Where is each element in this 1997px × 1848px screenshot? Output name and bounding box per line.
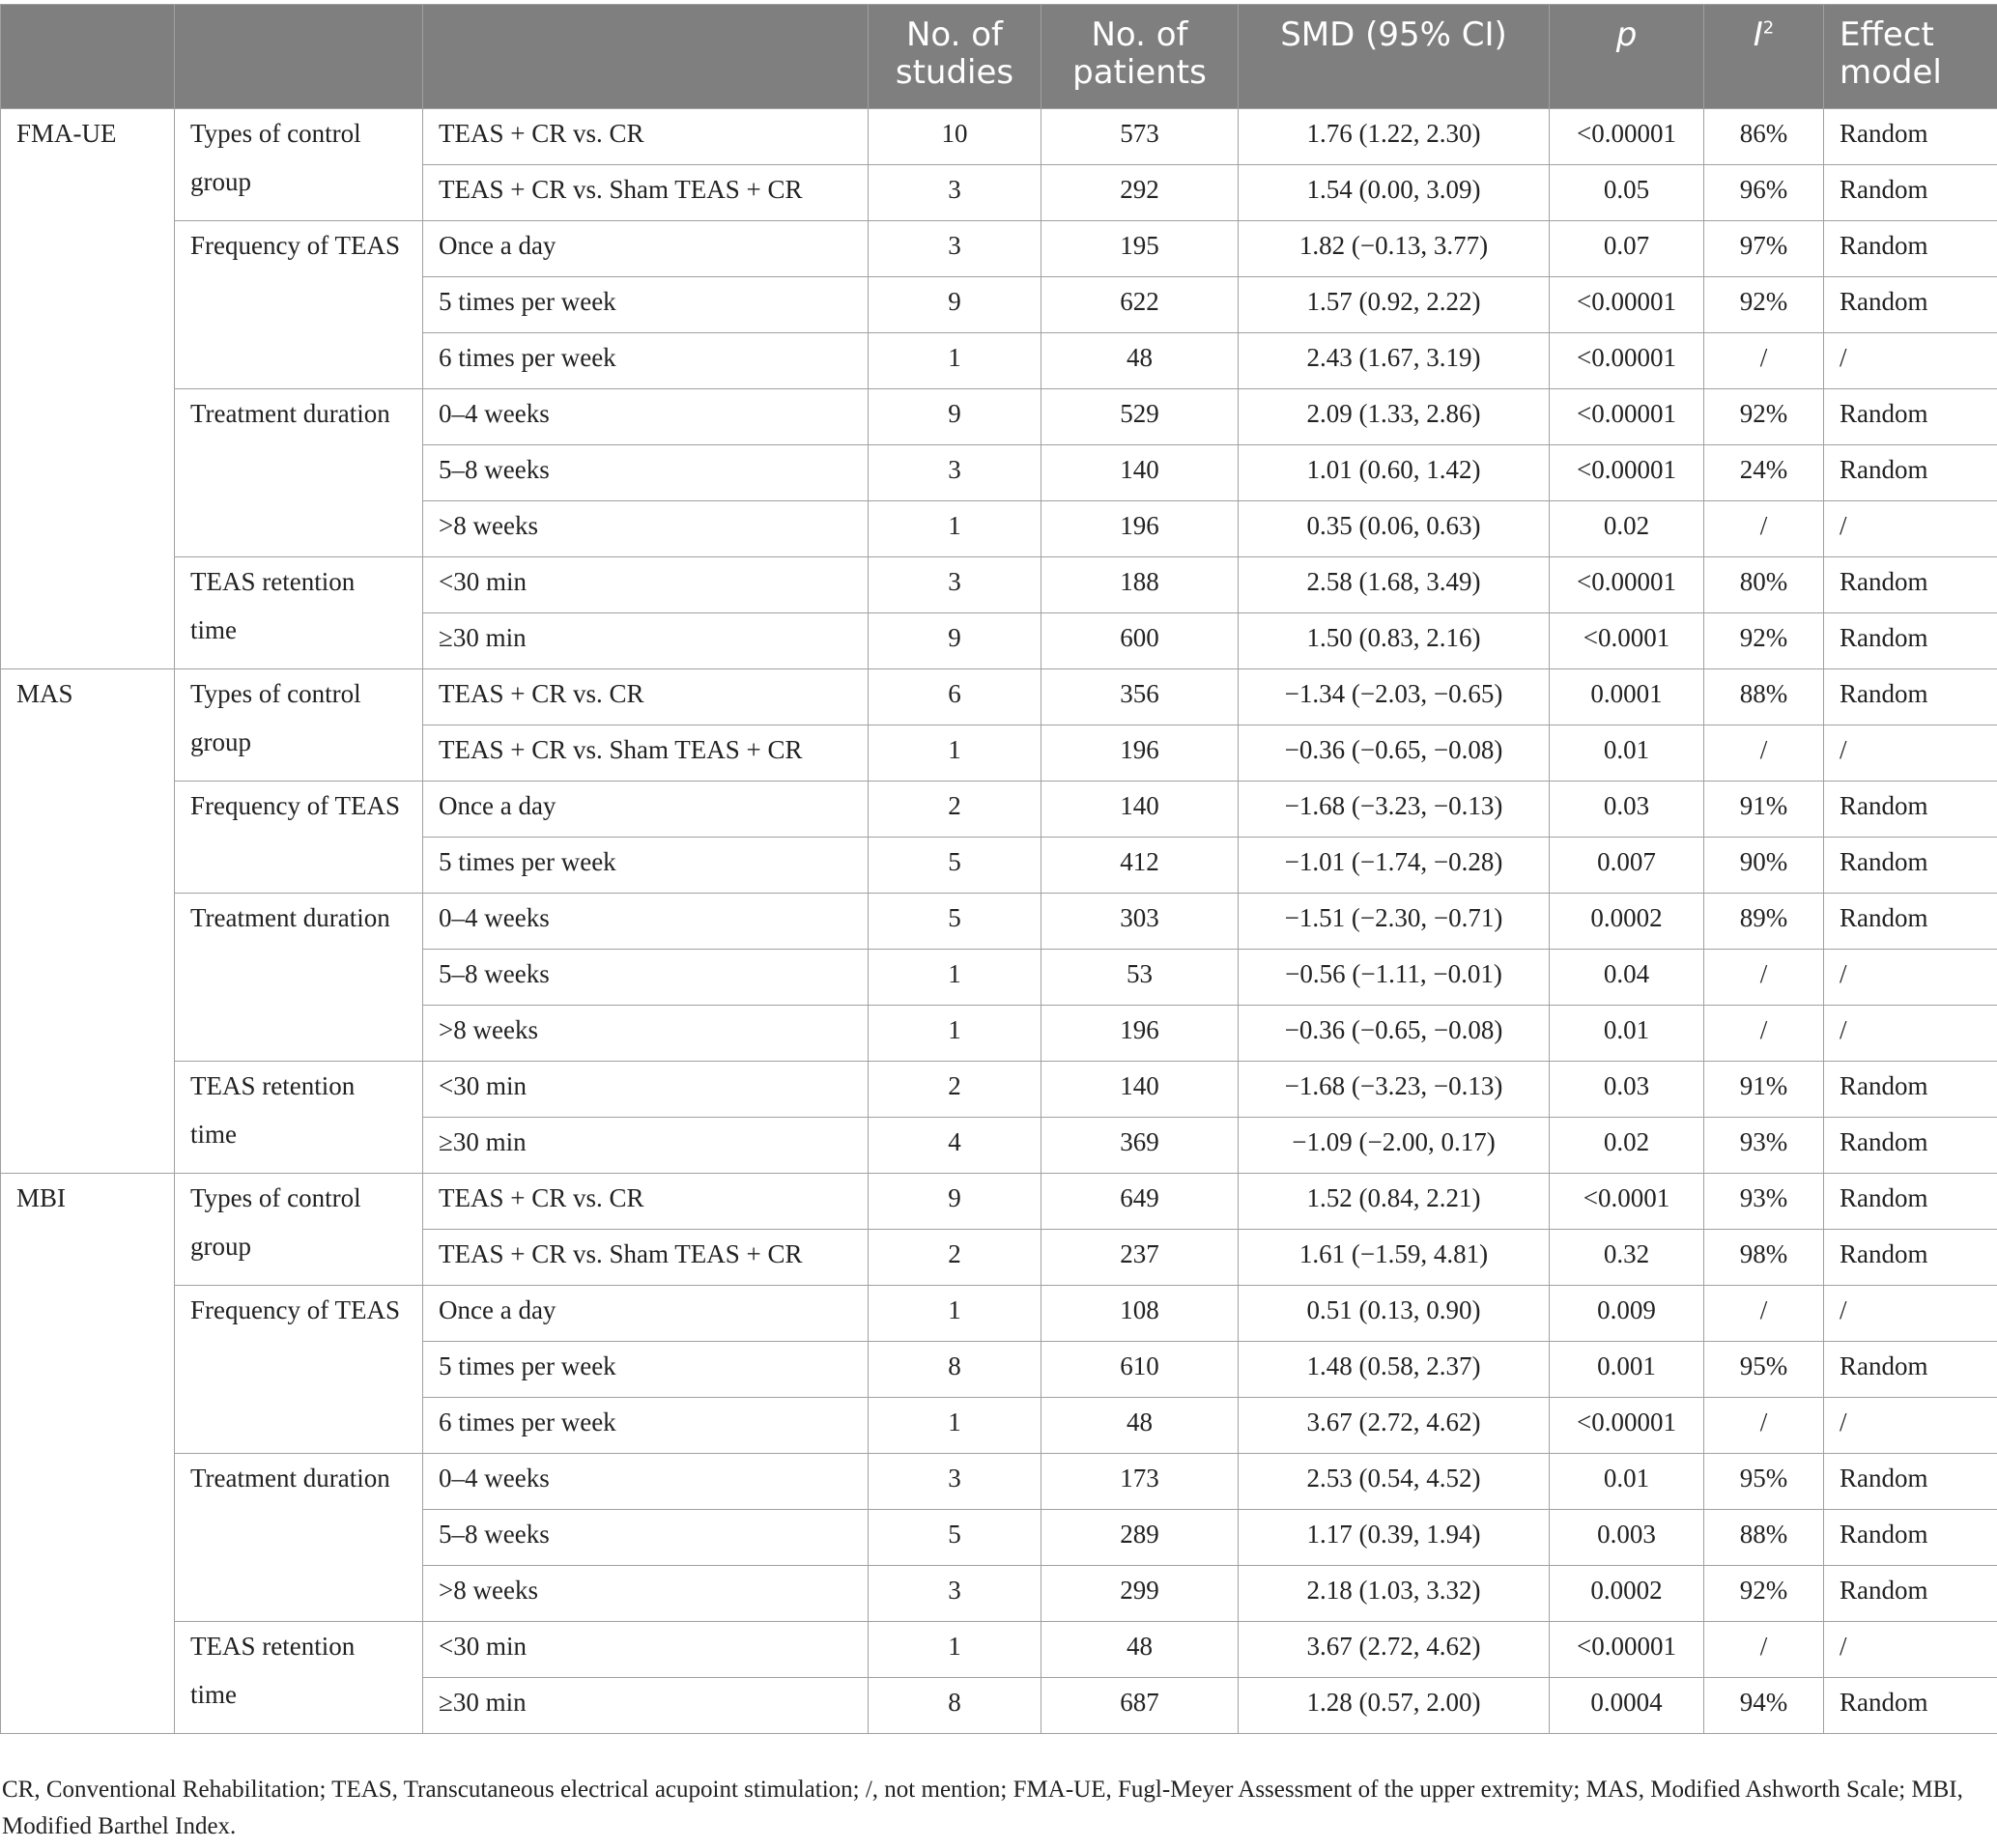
cell-effect-model: Random <box>1824 1510 1997 1566</box>
cell-effect-model: Random <box>1824 613 1997 669</box>
cell-patients: 412 <box>1041 838 1239 894</box>
cell-patients: 196 <box>1041 725 1239 782</box>
cell-i2: 95% <box>1704 1342 1824 1398</box>
cell-category: TEAS + CR vs. Sham TEAS + CR <box>423 165 869 221</box>
cell-p-value: 0.01 <box>1550 725 1704 782</box>
header-p-label: p <box>1615 15 1638 54</box>
cell-studies: 1 <box>869 1286 1041 1342</box>
cell-studies: 9 <box>869 277 1041 333</box>
cell-p-value: 0.01 <box>1550 1454 1704 1510</box>
cell-studies: 5 <box>869 1510 1041 1566</box>
cell-i2: / <box>1704 1286 1824 1342</box>
cell-i2: / <box>1704 1006 1824 1062</box>
cell-patients: 53 <box>1041 950 1239 1006</box>
cell-i2: 88% <box>1704 1510 1824 1566</box>
cell-studies: 3 <box>869 445 1041 501</box>
cell-i2: 92% <box>1704 613 1824 669</box>
cell-effect-model: Random <box>1824 1454 1997 1510</box>
cell-effect-model: Random <box>1824 1062 1997 1118</box>
cell-category: Once a day <box>423 221 869 277</box>
cell-smd: −0.56 (−1.11, −0.01) <box>1239 950 1550 1006</box>
outcome-label: MAS <box>1 669 175 1174</box>
table-body <box>1 109 1997 1734</box>
cell-studies: 9 <box>869 1174 1041 1230</box>
cell-category: ≥30 min <box>423 1678 869 1734</box>
cell-patients: 289 <box>1041 1510 1239 1566</box>
table-row <box>1 109 1997 165</box>
cell-i2: 92% <box>1704 277 1824 333</box>
cell-effect-model: / <box>1824 1286 1997 1342</box>
cell-i2: 97% <box>1704 221 1824 277</box>
table-row <box>1 221 1997 277</box>
cell-studies: 5 <box>869 838 1041 894</box>
cell-i2: 94% <box>1704 1678 1824 1734</box>
footnote: CR, Conventional Rehabilitation; TEAS, Transcutaneous electrical acupoint stimulation; /, not mention; FMA-UE, Fugl-Meyer Assessment of the upper extremity; MAS, Modified Ashworth Scale; MBI, Modified Barthel Index. <box>2 1777 1963 1839</box>
table-row <box>1 669 1997 725</box>
subgroup-label: Types of control group <box>175 1174 423 1286</box>
cell-p-value: <0.00001 <box>1550 389 1704 445</box>
cell-category: Once a day <box>423 1286 869 1342</box>
cell-patients: 48 <box>1041 333 1239 389</box>
cell-p-value: 0.0001 <box>1550 669 1704 725</box>
subgroup-label: Types of control group <box>175 669 423 782</box>
cell-effect-model: Random <box>1824 1678 1997 1734</box>
cell-studies: 3 <box>869 1566 1041 1622</box>
cell-smd: 1.50 (0.83, 2.16) <box>1239 613 1550 669</box>
subgroup-label: TEAS retention time <box>175 1062 423 1174</box>
cell-i2: 98% <box>1704 1230 1824 1286</box>
cell-category: TEAS + CR vs. Sham TEAS + CR <box>423 725 869 782</box>
cell-p-value: 0.009 <box>1550 1286 1704 1342</box>
cell-category: TEAS + CR vs. Sham TEAS + CR <box>423 1230 869 1286</box>
cell-patients: 292 <box>1041 165 1239 221</box>
cell-p-value: <0.00001 <box>1550 1622 1704 1678</box>
cell-effect-model: Random <box>1824 445 1997 501</box>
cell-patients: 48 <box>1041 1622 1239 1678</box>
cell-studies: 5 <box>869 894 1041 950</box>
cell-i2: / <box>1704 950 1824 1006</box>
cell-category: 0–4 weeks <box>423 894 869 950</box>
cell-category: <30 min <box>423 1062 869 1118</box>
subgroup-label: Treatment duration <box>175 894 423 1062</box>
cell-i2: / <box>1704 501 1824 557</box>
subgroup-label: TEAS retention time <box>175 1622 423 1734</box>
cell-i2: / <box>1704 333 1824 389</box>
cell-smd: 1.28 (0.57, 2.00) <box>1239 1678 1550 1734</box>
cell-effect-model: / <box>1824 950 1997 1006</box>
cell-smd: −1.09 (−2.00, 0.17) <box>1239 1118 1550 1174</box>
cell-studies: 3 <box>869 221 1041 277</box>
cell-studies: 2 <box>869 1230 1041 1286</box>
cell-i2: 95% <box>1704 1454 1824 1510</box>
cell-effect-model: Random <box>1824 1342 1997 1398</box>
cell-smd: 2.43 (1.67, 3.19) <box>1239 333 1550 389</box>
subgroup-label: Frequency of TEAS <box>175 1286 423 1454</box>
cell-i2: 88% <box>1704 669 1824 725</box>
cell-effect-model: Random <box>1824 669 1997 725</box>
cell-smd: 1.54 (0.00, 3.09) <box>1239 165 1550 221</box>
cell-effect-model: Random <box>1824 277 1997 333</box>
cell-category: 0–4 weeks <box>423 1454 869 1510</box>
cell-studies: 2 <box>869 1062 1041 1118</box>
cell-p-value: <0.00001 <box>1550 1398 1704 1454</box>
cell-category: ≥30 min <box>423 613 869 669</box>
header-i2-label: I <box>1753 15 1763 54</box>
cell-effect-model: / <box>1824 725 1997 782</box>
cell-i2: 91% <box>1704 1062 1824 1118</box>
cell-patients: 303 <box>1041 894 1239 950</box>
cell-patients: 140 <box>1041 782 1239 838</box>
cell-studies: 1 <box>869 333 1041 389</box>
cell-patients: 173 <box>1041 1454 1239 1510</box>
cell-p-value: 0.03 <box>1550 1062 1704 1118</box>
cell-smd: 1.76 (1.22, 2.30) <box>1239 109 1550 165</box>
cell-effect-model: / <box>1824 333 1997 389</box>
cell-studies: 4 <box>869 1118 1041 1174</box>
cell-smd: 1.01 (0.60, 1.42) <box>1239 445 1550 501</box>
cell-p-value: <0.00001 <box>1550 109 1704 165</box>
cell-smd: 1.61 (−1.59, 4.81) <box>1239 1230 1550 1286</box>
cell-patients: 188 <box>1041 557 1239 613</box>
subgroup-label: Frequency of TEAS <box>175 221 423 389</box>
cell-smd: 3.67 (2.72, 4.62) <box>1239 1622 1550 1678</box>
cell-category: TEAS + CR vs. CR <box>423 1174 869 1230</box>
cell-studies: 8 <box>869 1678 1041 1734</box>
cell-i2: 92% <box>1704 389 1824 445</box>
table-row <box>1 1286 1997 1342</box>
cell-smd: 2.09 (1.33, 2.86) <box>1239 389 1550 445</box>
cell-studies: 1 <box>869 950 1041 1006</box>
cell-effect-model: / <box>1824 1006 1997 1062</box>
cell-i2: 96% <box>1704 165 1824 221</box>
cell-effect-model: / <box>1824 1622 1997 1678</box>
table-header <box>1 5 1997 109</box>
cell-p-value: 0.0002 <box>1550 1566 1704 1622</box>
cell-smd: −1.34 (−2.03, −0.65) <box>1239 669 1550 725</box>
cell-patients: 649 <box>1041 1174 1239 1230</box>
header-smd: SMD (95% CI) <box>1239 5 1550 109</box>
cell-category: 0–4 weeks <box>423 389 869 445</box>
cell-patients: 299 <box>1041 1566 1239 1622</box>
table-row <box>1 389 1997 445</box>
cell-smd: −1.01 (−1.74, −0.28) <box>1239 838 1550 894</box>
cell-category: 5–8 weeks <box>423 950 869 1006</box>
cell-patients: 108 <box>1041 1286 1239 1342</box>
cell-patients: 622 <box>1041 277 1239 333</box>
cell-p-value: <0.0001 <box>1550 613 1704 669</box>
header-empty-outcome <box>1 5 175 109</box>
cell-patients: 529 <box>1041 389 1239 445</box>
subgroup-label: Types of control group <box>175 109 423 221</box>
cell-smd: 1.48 (0.58, 2.37) <box>1239 1342 1550 1398</box>
table-row <box>1 1454 1997 1510</box>
subgroup-label: Frequency of TEAS <box>175 782 423 894</box>
cell-category: TEAS + CR vs. CR <box>423 109 869 165</box>
cell-smd: 3.67 (2.72, 4.62) <box>1239 1398 1550 1454</box>
cell-i2: 24% <box>1704 445 1824 501</box>
cell-studies: 3 <box>869 1454 1041 1510</box>
subgroup-label: Treatment duration <box>175 389 423 557</box>
cell-studies: 3 <box>869 557 1041 613</box>
cell-category: 5–8 weeks <box>423 445 869 501</box>
cell-i2: 90% <box>1704 838 1824 894</box>
cell-smd: −1.68 (−3.23, −0.13) <box>1239 782 1550 838</box>
cell-i2: 93% <box>1704 1118 1824 1174</box>
cell-studies: 3 <box>869 165 1041 221</box>
cell-p-value: <0.00001 <box>1550 445 1704 501</box>
cell-studies: 1 <box>869 725 1041 782</box>
cell-patients: 369 <box>1041 1118 1239 1174</box>
header-patients: No. of patients <box>1041 5 1239 109</box>
cell-category: <30 min <box>423 557 869 613</box>
cell-patients: 195 <box>1041 221 1239 277</box>
cell-category: 5 times per week <box>423 1342 869 1398</box>
cell-p-value: <0.00001 <box>1550 333 1704 389</box>
cell-patients: 356 <box>1041 669 1239 725</box>
cell-studies: 1 <box>869 1006 1041 1062</box>
cell-i2: 93% <box>1704 1174 1824 1230</box>
cell-smd: −0.36 (−0.65, −0.08) <box>1239 725 1550 782</box>
cell-p-value: <0.00001 <box>1550 557 1704 613</box>
header-empty-subgroup <box>175 5 423 109</box>
cell-patients: 237 <box>1041 1230 1239 1286</box>
cell-studies: 10 <box>869 109 1041 165</box>
cell-category: 5–8 weeks <box>423 1510 869 1566</box>
cell-p-value: 0.02 <box>1550 1118 1704 1174</box>
cell-i2: / <box>1704 1622 1824 1678</box>
header-studies: No. of studies <box>869 5 1041 109</box>
cell-category: >8 weeks <box>423 501 869 557</box>
cell-p-value: <0.0001 <box>1550 1174 1704 1230</box>
table-row <box>1 1622 1997 1678</box>
cell-category: <30 min <box>423 1622 869 1678</box>
cell-smd: 1.57 (0.92, 2.22) <box>1239 277 1550 333</box>
cell-p-value: 0.01 <box>1550 1006 1704 1062</box>
results-table <box>0 4 1997 1734</box>
cell-effect-model: Random <box>1824 221 1997 277</box>
cell-p-value: 0.07 <box>1550 221 1704 277</box>
cell-studies: 1 <box>869 501 1041 557</box>
subgroup-label: Treatment duration <box>175 1454 423 1622</box>
cell-studies: 2 <box>869 782 1041 838</box>
cell-effect-model: Random <box>1824 557 1997 613</box>
cell-p-value: 0.003 <box>1550 1510 1704 1566</box>
cell-effect-model: Random <box>1824 109 1997 165</box>
cell-patients: 600 <box>1041 613 1239 669</box>
header-i2 <box>1704 5 1824 109</box>
cell-studies: 6 <box>869 669 1041 725</box>
header-i2-superscript: 2 <box>1762 17 1775 39</box>
cell-category: >8 weeks <box>423 1006 869 1062</box>
cell-patients: 196 <box>1041 1006 1239 1062</box>
cell-i2: / <box>1704 725 1824 782</box>
table-row <box>1 557 1997 613</box>
cell-i2: 89% <box>1704 894 1824 950</box>
cell-i2: 92% <box>1704 1566 1824 1622</box>
cell-patients: 140 <box>1041 445 1239 501</box>
cell-smd: 2.58 (1.68, 3.49) <box>1239 557 1550 613</box>
cell-i2: 86% <box>1704 109 1824 165</box>
cell-p-value: 0.05 <box>1550 165 1704 221</box>
header-effect-model: Effect model <box>1824 5 1997 109</box>
cell-effect-model: Random <box>1824 1174 1997 1230</box>
cell-patients: 196 <box>1041 501 1239 557</box>
cell-studies: 9 <box>869 389 1041 445</box>
cell-category: 5 times per week <box>423 277 869 333</box>
cell-p-value: 0.0002 <box>1550 894 1704 950</box>
cell-smd: −1.68 (−3.23, −0.13) <box>1239 1062 1550 1118</box>
cell-effect-model: Random <box>1824 838 1997 894</box>
cell-effect-model: / <box>1824 501 1997 557</box>
cell-category: >8 weeks <box>423 1566 869 1622</box>
cell-effect-model: Random <box>1824 1566 1997 1622</box>
cell-effect-model: Random <box>1824 782 1997 838</box>
cell-studies: 1 <box>869 1622 1041 1678</box>
cell-i2: 91% <box>1704 782 1824 838</box>
cell-p-value: <0.00001 <box>1550 277 1704 333</box>
table-row <box>1 1062 1997 1118</box>
cell-studies: 1 <box>869 1398 1041 1454</box>
header-empty-category <box>423 5 869 109</box>
cell-p-value: 0.32 <box>1550 1230 1704 1286</box>
cell-category: 5 times per week <box>423 838 869 894</box>
cell-studies: 8 <box>869 1342 1041 1398</box>
cell-category: 6 times per week <box>423 333 869 389</box>
subgroup-label: TEAS retention time <box>175 557 423 669</box>
cell-p-value: 0.03 <box>1550 782 1704 838</box>
cell-studies: 9 <box>869 613 1041 669</box>
cell-smd: 1.82 (−0.13, 3.77) <box>1239 221 1550 277</box>
cell-category: 6 times per week <box>423 1398 869 1454</box>
cell-p-value: 0.001 <box>1550 1342 1704 1398</box>
cell-p-value: 0.007 <box>1550 838 1704 894</box>
outcome-label: MBI <box>1 1174 175 1734</box>
cell-effect-model: Random <box>1824 389 1997 445</box>
cell-patients: 140 <box>1041 1062 1239 1118</box>
cell-patients: 610 <box>1041 1342 1239 1398</box>
cell-effect-model: Random <box>1824 1118 1997 1174</box>
cell-effect-model: Random <box>1824 165 1997 221</box>
cell-smd: 1.52 (0.84, 2.21) <box>1239 1174 1550 1230</box>
cell-effect-model: Random <box>1824 1230 1997 1286</box>
cell-effect-model: Random <box>1824 894 1997 950</box>
cell-patients: 48 <box>1041 1398 1239 1454</box>
header-p <box>1550 5 1704 109</box>
cell-effect-model: / <box>1824 1398 1997 1454</box>
cell-p-value: 0.02 <box>1550 501 1704 557</box>
cell-patients: 573 <box>1041 109 1239 165</box>
cell-smd: −1.51 (−2.30, −0.71) <box>1239 894 1550 950</box>
table-row <box>1 894 1997 950</box>
cell-i2: / <box>1704 1398 1824 1454</box>
cell-patients: 687 <box>1041 1678 1239 1734</box>
cell-i2: 80% <box>1704 557 1824 613</box>
cell-smd: 0.51 (0.13, 0.90) <box>1239 1286 1550 1342</box>
cell-category: Once a day <box>423 782 869 838</box>
cell-category: TEAS + CR vs. CR <box>423 669 869 725</box>
cell-smd: 2.53 (0.54, 4.52) <box>1239 1454 1550 1510</box>
cell-p-value: 0.04 <box>1550 950 1704 1006</box>
cell-category: ≥30 min <box>423 1118 869 1174</box>
cell-p-value: 0.0004 <box>1550 1678 1704 1734</box>
cell-smd: 0.35 (0.06, 0.63) <box>1239 501 1550 557</box>
table-row <box>1 782 1997 838</box>
cell-smd: 2.18 (1.03, 3.32) <box>1239 1566 1550 1622</box>
table-row <box>1 1174 1997 1230</box>
outcome-label: FMA-UE <box>1 109 175 669</box>
cell-smd: −0.36 (−0.65, −0.08) <box>1239 1006 1550 1062</box>
cell-smd: 1.17 (0.39, 1.94) <box>1239 1510 1550 1566</box>
